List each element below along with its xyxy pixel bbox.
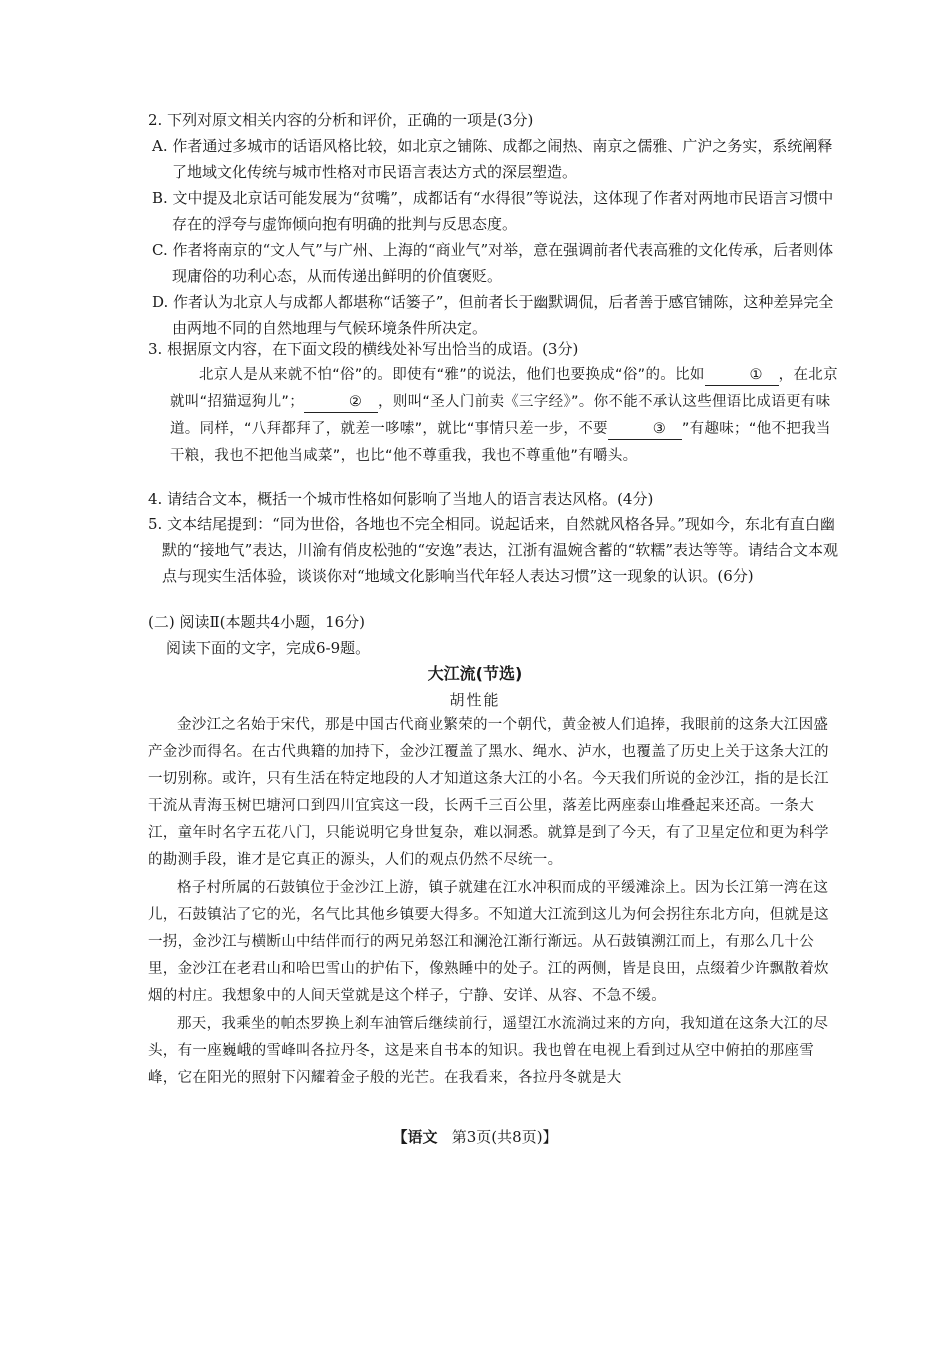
page-footer: [0, 1126, 950, 1147]
blank-3: ③: [608, 420, 682, 440]
question-2-option-a: A. 作者通过多城市的话语风格比较，如北京之铺陈、成都之闹热、南京之儒雅、广沪之务实，系统阐释了地域文化传统与城市性格对市民语言表达方式的深层塑造。: [152, 137, 833, 181]
question-3-stem: 3. 根据原文内容，在下面文段的横线处补写出恰当的成语。(3分): [148, 340, 579, 358]
question-5-stem: 5. 文本结尾提到：“同为世俗，各地也不完全相同。说起话来，自然就风格各异。”现如今，东北有直白幽默的“接地气”表达，川渝有俏皮松弛的“安逸”表达，江浙有温婉含蓄的“软糯”表达等等。请结合文本观点与现实生活体验，谈谈你对“地域文化影响当代年轻人表达习惯”这一现象的认识。(6分): [148, 515, 839, 585]
question-4: [148, 486, 838, 512]
blank-2: ②: [304, 393, 378, 413]
question-2-option-c: C. 作者将南京的“文人气”与广州、上海的“商业气”对举，意在强调前者代表高雅的文化传承，后者则体现庸俗的功利心态，从而传递出鲜明的价值褒贬。: [152, 241, 834, 285]
question-2-option-b: B. 文中提及北京话可能发展为“贫嘴”，成都话有“水得很”等说法，这体现了作者对两地市民语言习惯中存在的浮夸与虚饰倾向抱有明确的批判与反思态度。: [152, 189, 834, 233]
article-paragraph: 金沙江之名始于宋代，那是中国古代商业繁荣的一个朝代，黄金被人们追捧，我眼前的这条大江因盛产金沙而得名。在古代典籍的加持下，金沙江覆盖了黑水、绳水、泸水，也覆盖了历史上关于这条大江的一切别称。或许，只有生活在特定地段的人才知道这条大江的小名。今天我们所说的金沙江，指的是长江干流从青海玉树巴塘河口到四川宜宾这一段，长两千三百公里，落差比两座泰山堆叠起来还高。一条大江，童年时名字五花八门，只能说明它身世复杂，难以洞悉。就算是到了今天，有了卫星定位和更为科学的勘测手段，谁才是它真正的源头，人们的观点仍然不尽统一。: [148, 717, 829, 868]
article-author: 胡性能: [449, 691, 501, 709]
footer-subject: 【语文: [392, 1128, 438, 1146]
question-2-option-d: D. 作者认为北京人与成都人都堪称“话篓子”，但前者长于幽默调侃，后者善于感官铺陈，这种差异完全由两地不同的自然地理与气候环境条件所决定。: [152, 293, 834, 337]
passage-text-1: 北京人是从来就不怕“俗”的。即使有“雅”的说法，他们也要换成“俗”的。比如: [199, 367, 705, 383]
question-2-stem: 2. 下列对原文相关内容的分析和评价，正确的一项是(3分): [148, 111, 534, 129]
blank-1: ①: [705, 366, 779, 386]
passage-text-2: ，在北京就叫“招猫逗狗儿”；: [170, 367, 838, 410]
section-instruction: 阅读下面的文字，完成6-9题。: [166, 639, 371, 657]
article-paragraph: 格子村所属的石鼓镇位于金沙江上游，镇子就建在江水冲积而成的平缓滩涂上。因为长江第一湾在这儿，石鼓镇沾了它的光，名气比其他乡镇要大得多。不知道大江流到这儿为何会拐往东北方向，但就是这一拐，金沙江与横断山中结伴而行的两兄弟怒江和澜沧江渐行渐远。从石鼓镇溯江而上，有那么几十公里，金沙江在老君山和哈巴雪山的护佑下，像熟睡中的处子。江的两侧，皆是良田，点缀着少许飘散着炊烟的村庄。我想象中的人间天堂就是这个样子，宁静、安详、从容、不急不缓。: [148, 880, 829, 1004]
footer-page-number: 第3页(共8页)】: [451, 1128, 558, 1146]
question-3-passage: [148, 362, 838, 470]
article-paragraph: 那天，我乘坐的帕杰罗换上刹车油管后继续前行，遥望江水流淌过来的方向，我知道在这条大江的尽头，有一座巍峨的雪峰叫各拉丹冬，这是来自书本的知识。我也曾在电视上看到过从空中俯拍的那座雪峰，它在阳光的照射下闪耀着金子般的光芒。在我看来，各拉丹冬就是大: [148, 1016, 829, 1086]
passage-text-4: ”有趣味；“他不把我当干粮，我也不把他当咸菜”，也比“他不尊重我，我也不尊重他”有嚼头。: [170, 421, 831, 464]
question-5: [148, 511, 838, 589]
article-title: 大江流(节选): [427, 664, 523, 683]
passage-text-3: ，则叫“圣人门前卖《三字经》”。你不能不承认这些俚语比成语更有味道。同样，“八拜都拜了，就差一哆嗦”，就比“事情只差一步，不要: [170, 394, 831, 437]
reading-section: [148, 609, 838, 661]
question-4-stem: 4. 请结合文本，概括一个城市性格如何影响了当地人的语言表达风格。(4分): [148, 490, 654, 508]
question-2: [148, 107, 838, 341]
section-heading: (二) 阅读Ⅱ(本题共4小题，16分): [148, 613, 366, 631]
article-body: [148, 712, 838, 1092]
question-3: [148, 336, 838, 470]
